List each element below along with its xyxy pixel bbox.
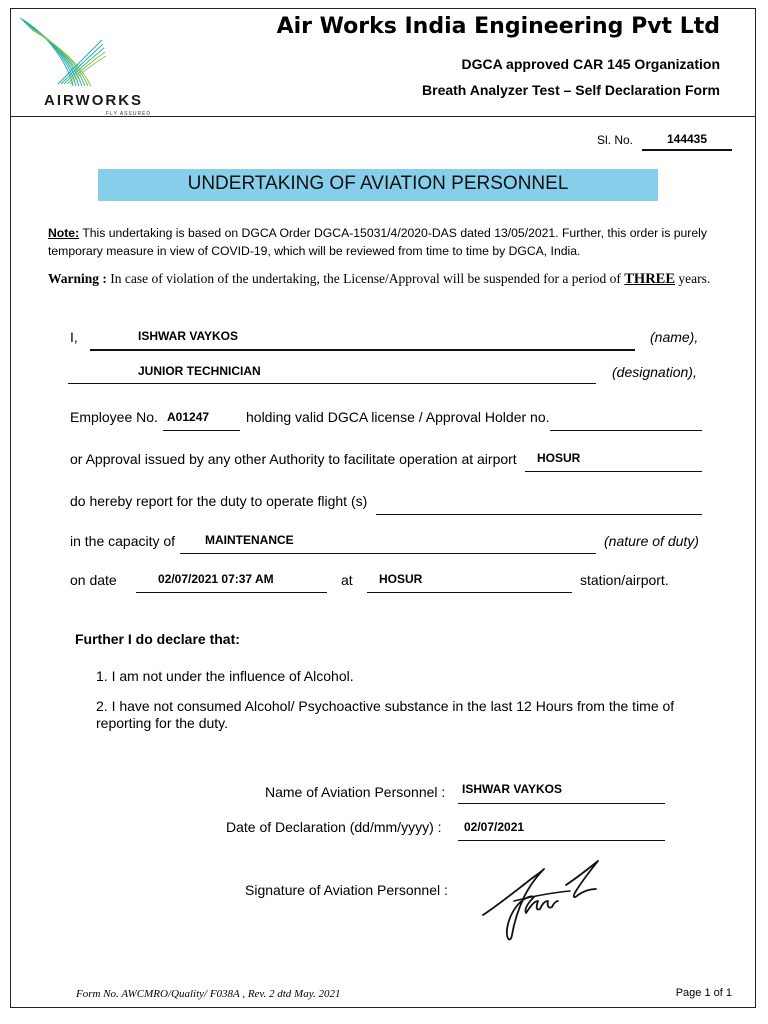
declaration-item: 2. I have not consumed Alcohol/ Psychoactive substance in the last 12 Hours from the time of reporting for the duty.: [96, 698, 675, 731]
date-label: on date: [70, 572, 117, 588]
logo-wordmark: AIRWORKS: [44, 92, 144, 109]
form-subtitle: Breath Analyzer Test – Self Declaration Form: [422, 82, 720, 98]
signature-label: Signature of Aviation Personnel :: [245, 882, 448, 898]
company-logo: [18, 14, 158, 117]
signature-image: [478, 855, 608, 950]
form-number-footer: Form No. AWCMRO/Quality/ F038A , Rev. 2 dtd May. 2021: [76, 988, 341, 1000]
page-number: Page 1 of 1: [675, 987, 732, 999]
employee-field-value: A01247: [167, 410, 210, 424]
declaration-title: Further I do declare that:: [75, 631, 240, 647]
date-field-value: 02/07/2021 07:37 AM: [158, 572, 274, 586]
warning-label: Warning :: [48, 271, 107, 286]
note-text: This undertaking is based on DGCA Order DGCA-15031/4/2020-DAS dated 13/05/2021. Further, this order is purely temporary measure in view of COVID-19, which will be reviewed from time to time by DGCA, India.: [48, 226, 707, 258]
note-paragraph: [48, 224, 738, 260]
declaration-item: 1. I am not under the influence of Alcohol.: [96, 668, 354, 684]
employee-label: Employee No.: [70, 409, 158, 425]
at-label: at: [341, 572, 353, 588]
declaration-date-line: [458, 840, 665, 841]
capacity-field-value: MAINTENANCE: [205, 533, 294, 547]
designation-suffix: (designation),: [612, 364, 697, 380]
station-suffix: station/airport.: [580, 572, 669, 588]
serial-label: Sl. No.: [597, 133, 634, 147]
license-text: holding valid DGCA license / Approval Holder no.: [246, 409, 550, 425]
capacity-suffix: (nature of duty): [604, 533, 699, 549]
form-title-banner: UNDERTAKING OF AVIATION PERSONNEL: [98, 169, 658, 201]
flight-text: do hereby report for the duty to operate flight (s): [70, 493, 368, 509]
organization-subtitle: DGCA approved CAR 145 Organization: [461, 56, 720, 72]
warning-emphasis: THREE: [624, 271, 676, 287]
flight-field-line: [376, 514, 702, 515]
capacity-label: in the capacity of: [70, 533, 176, 549]
name-suffix: (name),: [650, 329, 699, 345]
airport-field-value: HOSUR: [537, 451, 581, 465]
note-label: Note:: [48, 226, 80, 240]
personnel-name-value: ISHWAR VAYKOS: [462, 782, 563, 796]
company-name: Air Works India Engineering Pvt Ltd: [276, 14, 720, 39]
capacity-field-line: [180, 553, 596, 554]
name-field-line: [90, 349, 635, 351]
declaration-date-label: Date of Declaration (dd/mm/yyyy) :: [226, 819, 442, 835]
logo-tagline: FLY ASSURED: [106, 111, 151, 117]
airport-field-line: [525, 471, 702, 472]
station-field-value: HOSUR: [379, 572, 423, 586]
designation-field-value: JUNIOR TECHNICIAN: [138, 364, 261, 378]
license-field-line: [550, 430, 702, 431]
airworks-logo-icon: [18, 14, 158, 94]
handwritten-signature-icon: [478, 855, 608, 945]
approval-text: or Approval issued by any other Authority to facilitate operation at airport: [70, 451, 517, 467]
date-field-line: [136, 592, 327, 593]
serial-number: 144435: [642, 132, 732, 151]
i-label: I,: [70, 329, 78, 345]
warning-paragraph: [48, 271, 748, 288]
name-field-value: ISHWAR VAYKOS: [138, 329, 239, 343]
employee-field-line: [163, 430, 240, 431]
warning-text-end: years.: [675, 271, 711, 286]
personnel-name-label: Name of Aviation Personnel :: [265, 784, 446, 800]
warning-text: In case of violation of the undertaking, the License/Approval will be suspended for a period of: [106, 271, 625, 286]
designation-field-line: [68, 383, 596, 384]
declaration-date-value: 02/07/2021: [464, 820, 525, 834]
station-field-line: [367, 592, 572, 593]
personnel-name-line: [458, 803, 665, 804]
